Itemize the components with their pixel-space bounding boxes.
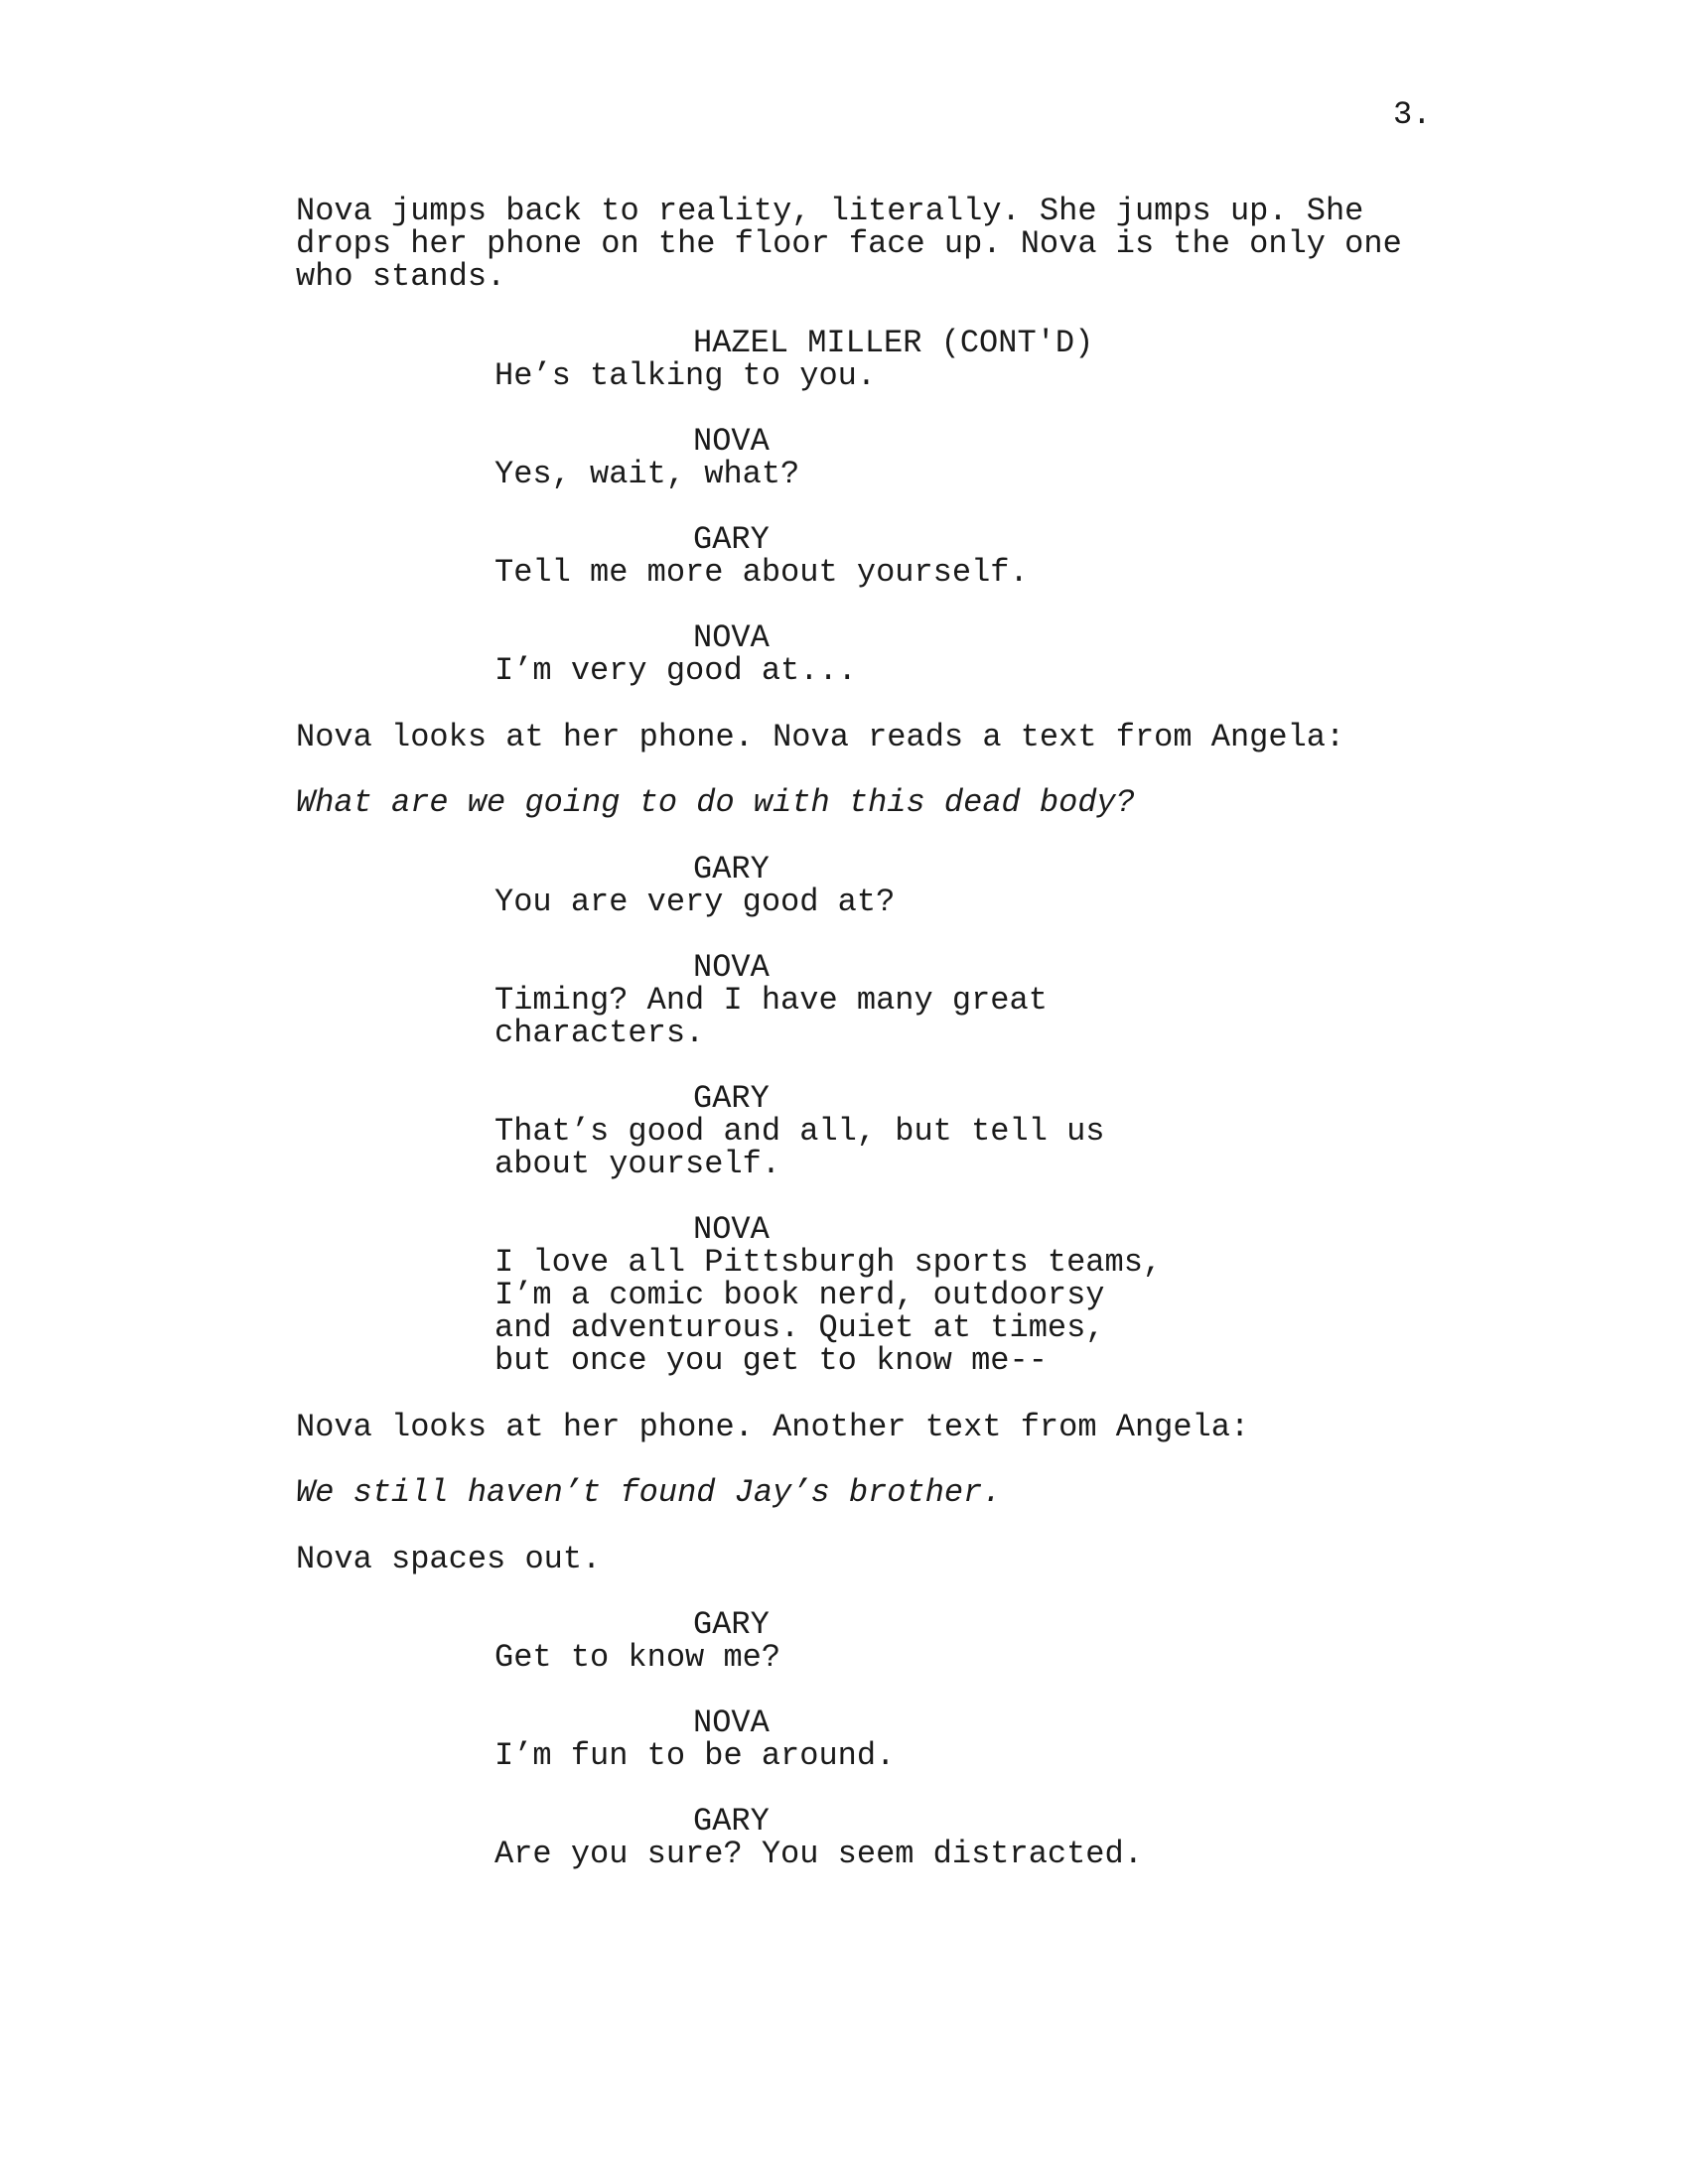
page-number: 3. [1393, 96, 1432, 133]
dialogue-line: I’m very good at... [494, 652, 857, 689]
dialogue-line: Yes, wait, what? [494, 456, 800, 492]
character-name: NOVA [693, 1705, 770, 1741]
dialogue-line: and adventurous. Quiet at times, [494, 1309, 1105, 1346]
action-line: Nova looks at her phone. Another text from Angela: [296, 1409, 1250, 1445]
character-name: GARY [693, 851, 770, 887]
action-line: Nova looks at her phone. Nova reads a text from Angela: [296, 719, 1345, 755]
action-line: drops her phone on the floor face up. Nova is the only one [296, 225, 1402, 262]
dialogue-line: but once you get to know me-- [494, 1342, 1048, 1379]
action-line: Nova spaces out. [296, 1541, 602, 1577]
character-name: GARY [693, 1606, 770, 1643]
dialogue-line: You are very good at? [494, 884, 896, 920]
dialogue-line: Timing? And I have many great [494, 982, 1048, 1019]
character-name: GARY [693, 1080, 770, 1117]
dialogue-line: That’s good and all, but tell us [494, 1113, 1105, 1150]
dialogue-line: Tell me more about yourself. [494, 554, 1029, 591]
dialogue-line: I love all Pittsburgh sports teams, [494, 1244, 1163, 1281]
character-name: NOVA [693, 619, 770, 656]
dialogue-line: Get to know me? [494, 1639, 781, 1676]
action-line: who stands. [296, 258, 506, 295]
dialogue-line: I’m fun to be around. [494, 1737, 896, 1774]
dialogue-line: Are you sure? You seem distracted. [494, 1836, 1143, 1872]
dialogue-line: about yourself. [494, 1146, 781, 1182]
dialogue-line: characters. [494, 1015, 705, 1051]
character-name: GARY [693, 1803, 770, 1840]
text-message: We still haven’t found Jay’s brother. [296, 1474, 1002, 1511]
dialogue-line: He’s talking to you. [494, 357, 877, 394]
dialogue-line: I’m a comic book nerd, outdoorsy [494, 1277, 1105, 1313]
character-name: HAZEL MILLER (CONT'D) [693, 325, 1094, 361]
character-name: GARY [693, 521, 770, 558]
action-line: Nova jumps back to reality, literally. She jumps up. She [296, 193, 1364, 229]
character-name: NOVA [693, 949, 770, 986]
character-name: NOVA [693, 1211, 770, 1248]
text-message: What are we going to do with this dead body? [296, 784, 1135, 821]
character-name: NOVA [693, 423, 770, 460]
